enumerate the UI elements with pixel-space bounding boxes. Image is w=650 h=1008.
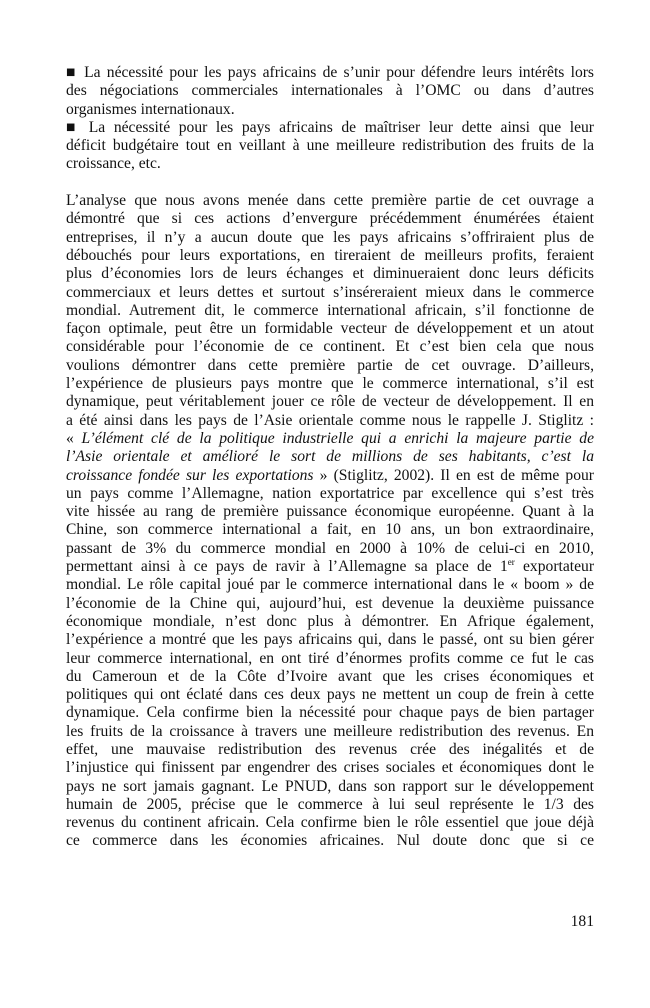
bullet-square-icon: ■: [66, 64, 78, 81]
text-line: entreprises, il n’y a aucun doute que les pays africains s’offriraient plus de: [66, 228, 594, 246]
text-line: l’économie de la Chine qui, aujourd’hui, est devenue la deuxième puissance: [66, 594, 594, 612]
text-line: passant de 3% du commerce mondial en 2000 à 10% de celui-ci en 2010,: [66, 539, 594, 557]
text-line: mondial. Autrement dit, le commerce international africain, s’il fonctionne de: [66, 301, 594, 319]
text-line: Chine, son commerce international a fait, en 10 ans, un bon extraordinaire,: [66, 521, 594, 539]
text-line: considérable pour l’économie de ce continent. Et c’est bien cela que nous: [66, 338, 594, 356]
text-line: La nécessité pour les pays africains de maîtriser leur dette ainsi que leur: [80, 118, 594, 136]
page-body: [66, 64, 594, 851]
text-line: croissance, etc.: [66, 155, 161, 173]
text-line: commerciaux et leurs dettes et surtout s’inséreraient mieux dans le commerce: [66, 283, 594, 301]
text-line: ce commerce dans les économies africaines. Nul doute donc que si ce: [66, 832, 594, 850]
text-line: des négociations commerciales internationales à l’OMC ou dans d’autres: [66, 82, 594, 100]
bullet-square-icon: ■: [66, 118, 81, 136]
text-line: voulions démontrer dans cette première partie de cet ouvrage. D’ailleurs,: [66, 356, 594, 374]
quote-text: croissance fondée sur les exportations: [66, 466, 314, 484]
text-line: plus d’économies lors de leurs échanges et diminueraient donc leurs déficits: [66, 265, 594, 283]
text-line: du Cameroun et de la Côte d’Ivoire avant que les crises économiques et: [66, 667, 594, 685]
text-line: humain de 2005, précise que le commerce à lui seul représente le 1/3 des: [66, 795, 594, 813]
text-line: a été ainsi dans les pays de l’Asie orientale comme nous le rappelle J. Stiglitz :: [66, 411, 594, 429]
text-line: revenus du continent africain. Cela confirme bien le rôle essentiel que joue déjà: [66, 814, 594, 832]
text-line: débouchés pour leurs exportations, en tireraient de meilleurs profits, feraient: [66, 246, 594, 264]
text-line: l’expérience a montré que les pays africains qui, dans le passé, ont su bien gérer: [66, 631, 594, 649]
body-paragraph: L’analyse que nous avons menée dans cette première partie de cet ouvrage a démontré que si ces actions d’envergure précédemment énumérées étaient entreprises, il n’y a aucun doute que les pays africains s’offriraient plus de débouchés pour leurs exportations, en tireraient de meilleurs profits, feraient plus d’économies lors de leurs échanges et diminueraient donc leurs déficits commerciaux et leurs dettes et surtout s’inséreraient mieux dans le commerce mondial. Autrement dit, le commerce international africain, s’il fonctionne de façon optimale, peut être un formidable vecteur de développement et un atout considérable pour l’économie de ce continent. Et c’est bien cela que nous voulions démontrer dans cette première partie de cet ouvrage. D’ailleurs, l’expérience de plusieurs pays montre que le commerce international, s’il est dynamique, peut véritablement jouer ce rôle de vecteur de développement. Il en a été ainsi dans les pays de l’Asie orientale comme nous le rappelle J. Stiglitz : « L’élément clé de la politique industrielle qui a enrichi la majeure partie de l’Asie orientale et amélioré le sort de millions de ses habitants, c’est la croissance fondée sur les exportations » (Stiglitz, 2002). Il en est de même pour un pays comme l’Allemagne, nation exportatrice par excellence qui s’est très vite hissée au rang de première puissance économique européenne. Quant à la Chine, son commerce international a fait, en 10 ans, un bon extraordinaire, passant de 3% du commerce mondial en 2000 à 10% de celui-ci en 2010, permettant ainsi à ce pays de ravir à l’Allemagne sa place de 1er exportateur mondial. Le rôle capital joué par le commerce international dans le « boom » de l’économie de la Chine qui, aujourd’hui, est devenue la deuxième puissance économique mondiale, n’est donc plus à démontrer. En Afrique également, l’expérience a montré que les pays africains qui, dans le passé, ont su bien gérer leur commerce international, en ont tiré d’énormes profits comme ce fut le cas du Cameroun et de la Côte d’Ivoire avant que les crises économiques et politiques qui ont éclaté dans ces deux pays ne mettent un coup de frein à cette dynamique. Cela confirme bien la nécessité pour chaque pays de bien partager les fruits de la croissance à travers une meilleure redistribution des revenus. En effet, une mauvaise redistribution des revenus crée des inégalités et de l’injustice qui finissent par engendrer des crises sociales et économiques dont le pays ne sort jamais gagnant. Le PNUD, dans son rapport sur le développement humain de 2005, précise que le commerce à lui seul représente le 1/3 des revenus du continent africain. Cela confirme bien le rôle essentiel que joue déjà ce commerce dans les économies africaines. Nul doute donc que si ce: [66, 192, 595, 850]
text-line: l’injustice qui finissent par engendrer des crises sociales et économiques dont le: [66, 759, 594, 777]
bullet-item: [66, 64, 594, 119]
quote-text: L’élément clé de la politique industrielle qui a enrichi la majeure partie de: [81, 429, 594, 447]
text-line: dynamique. Cela confirme bien la nécessité pour chaque pays de bien partager: [66, 704, 594, 722]
text-line: mondial. Le rôle capital joué par le commerce international dans le « boom » de: [66, 576, 594, 594]
text-line: politiques qui ont éclaté dans ces deux pays ne mettent un coup de frein à cette: [66, 686, 594, 704]
text-line: vite hissée au rang de première puissance économique européenne. Quant à la: [66, 503, 594, 521]
text-line: façon optimale, peut être un formidable vecteur de développement et un atout: [66, 320, 594, 338]
quote-text: l’Asie orientale et amélioré le sort de millions de ses habitants, c’est la: [66, 448, 594, 466]
text-line: organismes internationaux.: [66, 100, 235, 118]
text-line: économique mondiale, n’est donc plus à démontrer. En Afrique également,: [66, 612, 594, 630]
text-line: un pays comme l’Allemagne, nation exportatrice par excellence qui s’est très: [66, 484, 594, 502]
text-line: l’expérience de plusieurs pays montre que le commerce international, s’il est: [66, 375, 594, 393]
ordinal-superscript: er: [507, 557, 515, 568]
text-line: dynamique, peut véritablement jouer ce rôle de vecteur de développement. Il en: [66, 393, 594, 411]
text-line: effet, une mauvaise redistribution des revenus crée des inégalités et de: [66, 740, 594, 758]
text-line: L’analyse que nous avons menée dans cette première partie de cet ouvrage a: [66, 192, 594, 210]
text-line: La nécessité pour les pays africains de s’unir pour défendre leurs intérêts lors: [77, 64, 595, 81]
text-line: démontré que si ces actions d’envergure précédemment énumérées étaient: [66, 210, 594, 228]
bullet-item: [66, 119, 594, 174]
text-line: pays ne sort jamais gagnant. Le PNUD, dans son rapport sur le développement: [66, 777, 594, 795]
text-line: les fruits de la croissance à travers une meilleure redistribution des revenus. En: [66, 722, 594, 740]
page-number: 181: [570, 913, 594, 930]
text-line: déficit budgétaire tout en veillant à une meilleure redistribution des fruits de la: [66, 137, 594, 155]
citation: » (Stiglitz, 2002). Il en est de même pour: [313, 466, 594, 484]
text-line: leur commerce international, en ont tiré d’énormes profits comme ce fut le cas: [66, 649, 594, 667]
